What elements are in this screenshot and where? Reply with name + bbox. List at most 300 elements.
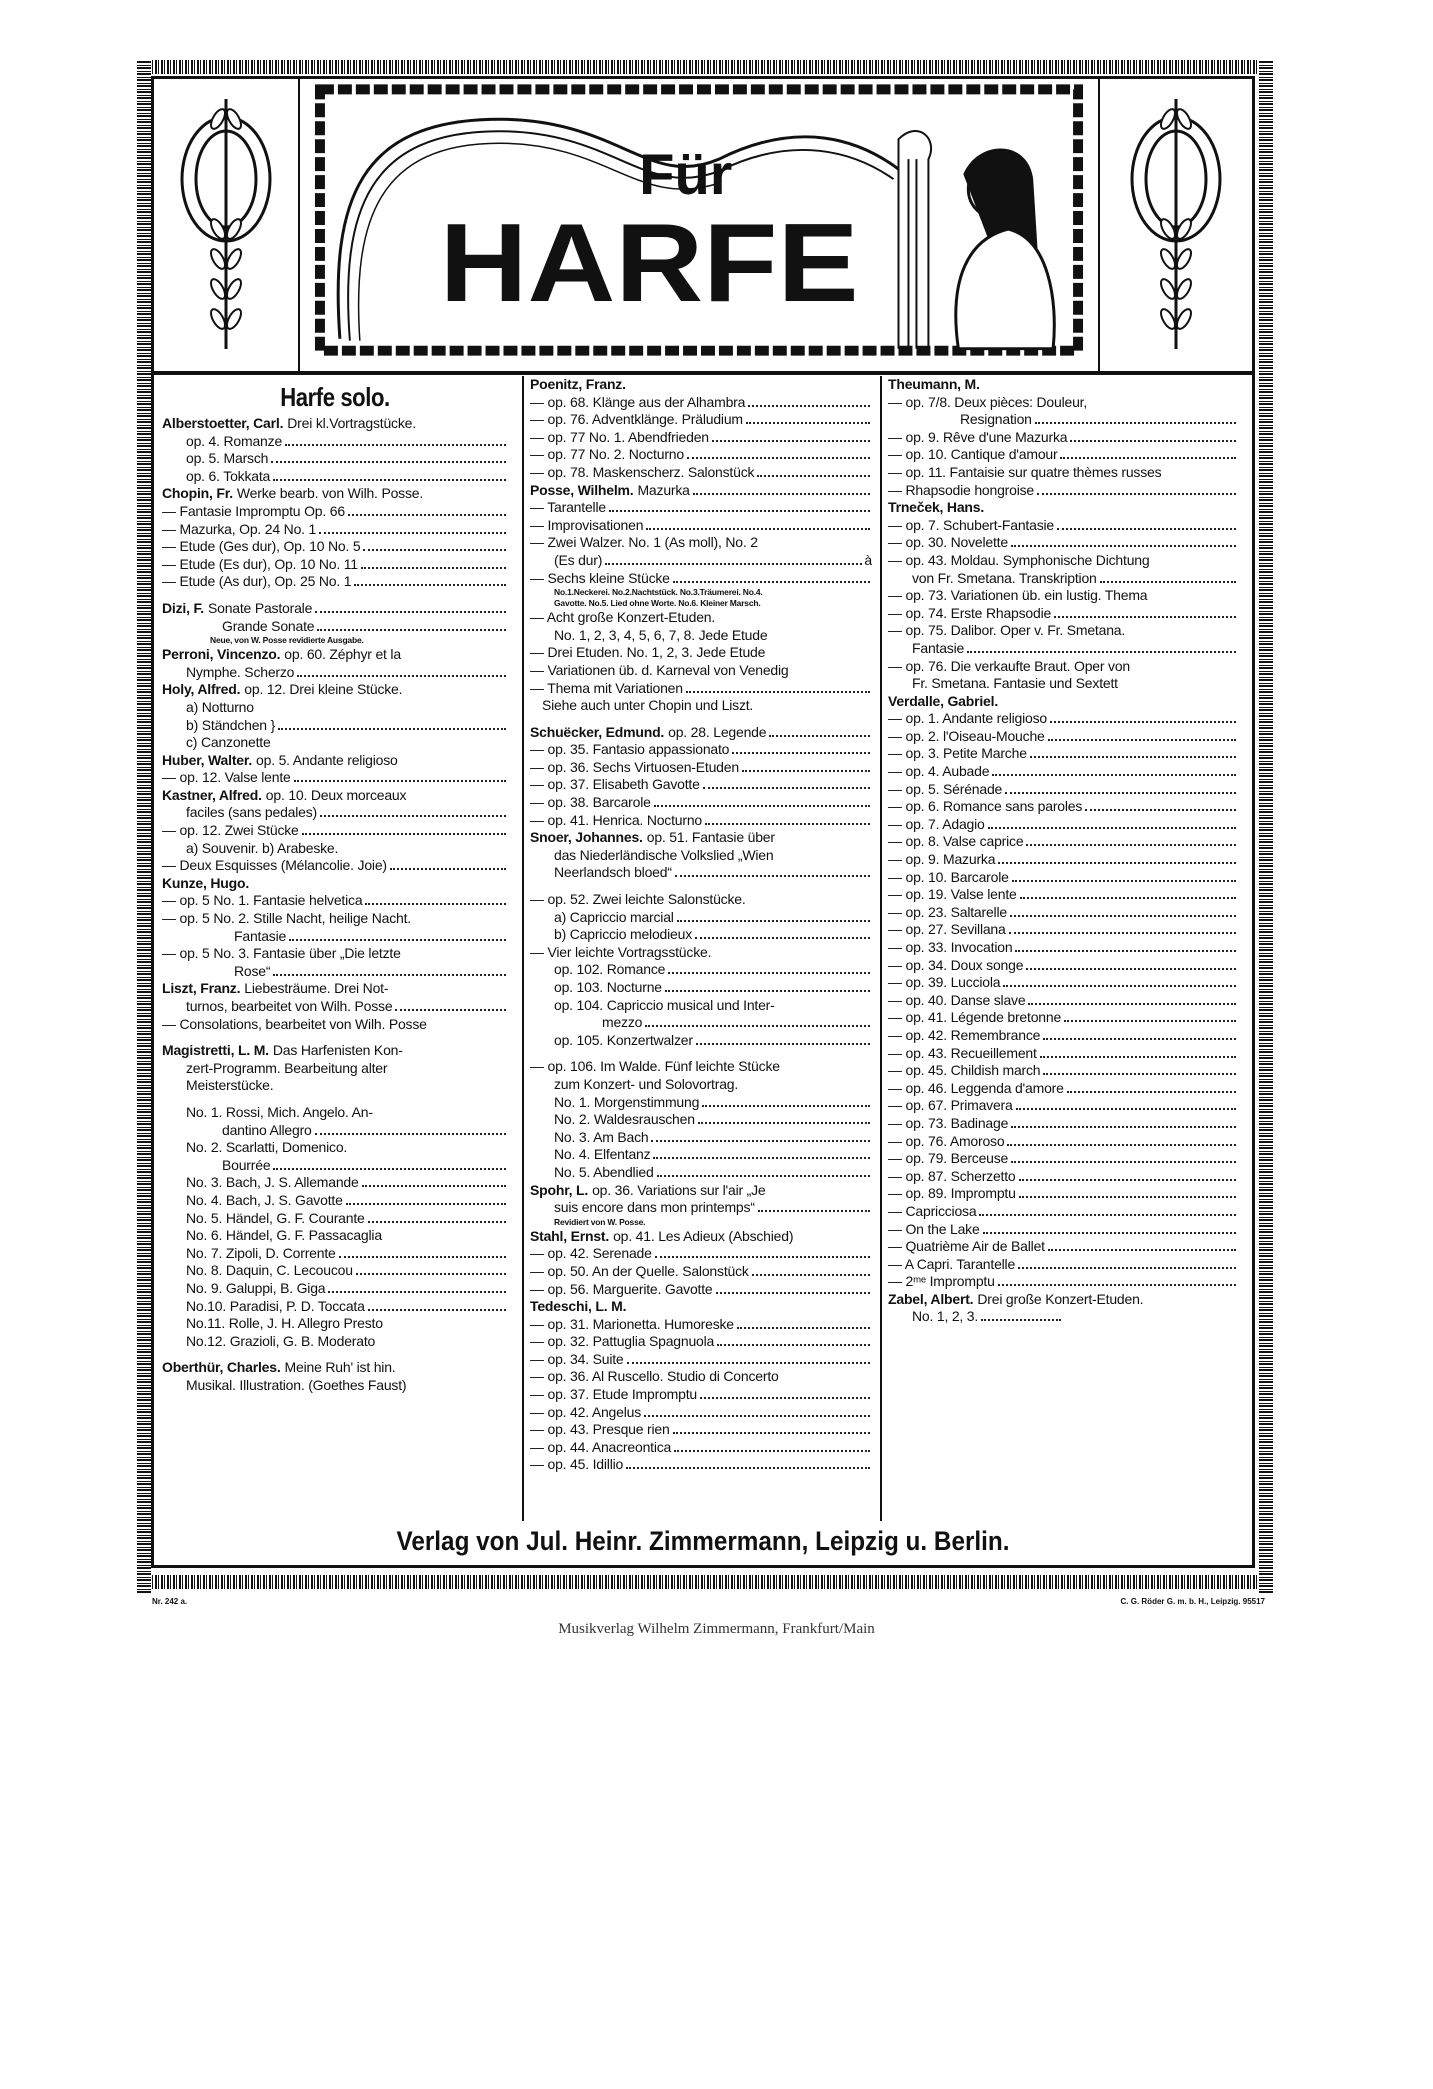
catalog-line: [162, 804, 508, 822]
catalog-line: [162, 433, 508, 451]
catalog-line: [530, 1129, 872, 1147]
price-marker: à: [864, 551, 872, 568]
catalog-line: [888, 552, 1238, 570]
dot-leader: [742, 770, 870, 772]
dot-leader: [1011, 1161, 1236, 1163]
catalog-line: [530, 1263, 872, 1281]
catalog-line: [530, 909, 872, 927]
dot-leader: [297, 675, 506, 677]
entry-text: — Etude (As dur), Op. 25 No. 1: [162, 573, 352, 590]
entry-text: Drei große Konzert-Etuden.: [977, 1290, 1144, 1307]
dot-leader: [677, 920, 870, 922]
dot-leader: [317, 629, 506, 631]
catalog-line: [162, 840, 508, 858]
catalog-line: [162, 450, 508, 468]
dot-leader: [737, 1327, 870, 1329]
entry-text: — op. 42. Angelus: [530, 1403, 642, 1420]
dot-leader: [645, 1025, 870, 1027]
entry-text: b) Ständchen }: [186, 716, 276, 733]
entry-text: zert-Programm. Bearbeitung alter: [186, 1059, 388, 1076]
dot-leader: [1012, 880, 1236, 882]
catalog-line: [162, 1377, 508, 1395]
archive-credit: Musikverlag Wilhelm Zimmermann, Frankfurt/Main: [558, 1621, 875, 1637]
catalog-line: [162, 892, 508, 910]
entry-text: No.12. Grazioli, G. B. Moderato: [186, 1332, 376, 1349]
catalog-line: [162, 945, 508, 963]
entry-text: — op. 67. Primavera: [888, 1097, 1013, 1114]
entry-text: a) Capriccio marcial: [554, 908, 674, 925]
catalog-line: [162, 963, 508, 981]
composer-name: Magistretti, L. M.: [162, 1042, 269, 1059]
entry-text: No. 3. Bach, J. S. Allemande: [186, 1174, 359, 1191]
dot-leader: [278, 728, 506, 730]
catalog-line: [888, 1256, 1238, 1274]
title-header: [154, 79, 1252, 375]
catalog-line: [888, 587, 1238, 605]
dot-leader: [769, 735, 870, 737]
catalog-line: [162, 556, 508, 574]
composer-name: Chopin, Fr.: [162, 485, 233, 502]
dot-leader: [346, 1203, 506, 1205]
entry-text: No.10. Paradisi, P. D. Toccata: [186, 1297, 365, 1314]
entry-text: — op. 6. Romance sans paroles: [888, 798, 1083, 815]
entry-text: No. 2. Scarlatti, Domenico.: [186, 1139, 348, 1156]
entry-text: Nymphe. Scherzo: [186, 663, 295, 680]
dot-leader: [626, 1467, 870, 1469]
dot-leader: [1019, 1179, 1236, 1181]
catalog-line: [162, 503, 508, 521]
dot-leader: [1060, 457, 1236, 459]
catalog-line: [162, 664, 508, 682]
entry-text: — Deux Esquisses (Mélancolie. Joie): [162, 857, 387, 874]
dot-leader: [1067, 1091, 1236, 1093]
catalog-line: [530, 680, 872, 698]
catalog-line: [530, 587, 872, 598]
entry-text: — Mazurka, Op. 24 No. 1: [162, 520, 317, 537]
dot-leader: [757, 475, 870, 477]
spacer: [162, 1033, 508, 1042]
catalog-line: [162, 910, 508, 928]
entry-text: No. 1. Morgenstimmung: [554, 1093, 700, 1110]
catalog-line: [888, 517, 1238, 535]
dot-leader: [717, 1344, 870, 1346]
catalog-line: [888, 1045, 1238, 1063]
catalog-line: [888, 1115, 1238, 1133]
catalog-line: [888, 974, 1238, 992]
dot-leader: [651, 1140, 870, 1142]
catalog-line: [162, 1280, 508, 1298]
title-illustration: [300, 79, 1098, 371]
dot-leader: [1040, 1056, 1236, 1058]
laurel-wreath-right: [1098, 79, 1252, 371]
catalog-line: [888, 429, 1238, 447]
dot-leader: [992, 774, 1236, 776]
composer-name: Oberthür, Charles.: [162, 1359, 281, 1376]
entry-text: — op. 42. Remembrance: [888, 1026, 1041, 1043]
entry-text: — op. 38. Barcarole: [530, 794, 651, 811]
entry-text: — Etude (Ges dur), Op. 10 No. 5: [162, 538, 361, 555]
dot-leader: [988, 827, 1236, 829]
catalog-line: [530, 1217, 872, 1228]
dot-leader: [1100, 581, 1236, 583]
catalog-line: [530, 1421, 872, 1439]
laurel-icon: [154, 79, 298, 371]
dot-leader: [668, 972, 870, 974]
dot-leader: [627, 1362, 870, 1364]
entry-text: op. 104. Capriccio musical und Inter-: [554, 996, 775, 1013]
catalog-line: [888, 992, 1238, 1010]
dot-leader: [1003, 985, 1236, 987]
catalog-line: [530, 794, 872, 812]
composer-entry: [162, 787, 508, 805]
composer-entry: [162, 1042, 508, 1060]
entry-text: — op. 11. Fantaisie sur quatre thèmes russes: [888, 463, 1162, 480]
dot-leader: [605, 563, 862, 565]
catalog-line: [888, 1238, 1238, 1256]
dot-leader: [998, 862, 1236, 864]
entry-text: — op. 31. Marionetta. Humoreske: [530, 1315, 734, 1332]
catalog-line: [530, 609, 872, 627]
catalog-line: [530, 1316, 872, 1334]
entry-text: — op. 56. Marguerite. Gavotte: [530, 1280, 713, 1297]
catalog-line: [162, 1245, 508, 1263]
entry-text: — Rhapsodie hongroise: [888, 481, 1035, 498]
composer-entry: [888, 1291, 1238, 1309]
entry-text: op. 60. Zéphyr et la: [284, 646, 401, 663]
dot-leader: [695, 937, 870, 939]
dot-leader: [1028, 1003, 1236, 1005]
entry-text: Gavotte. No.5. Lied ohne Worte. No.6. Kleiner Marsch.: [554, 598, 761, 609]
catalog-line: [530, 1146, 872, 1164]
composer-name: Holy, Alfred.: [162, 681, 241, 698]
dot-leader: [673, 581, 870, 583]
entry-text: — op. 41. Légende bretonne: [888, 1009, 1062, 1026]
entry-text: — op. 46. Leggenda d'amore: [888, 1079, 1064, 1096]
catalog-line: [530, 464, 872, 482]
entry-text: — A Capri. Tarantelle: [888, 1255, 1016, 1272]
entry-text: — op. 77 No. 2. Nocturno: [530, 446, 684, 463]
composer-entry: [162, 646, 508, 664]
composer-entry: [162, 1359, 508, 1377]
catalog-line: [888, 1080, 1238, 1098]
entry-text: — op. 77 No. 1. Abendfrieden: [530, 428, 709, 445]
entry-text: — op. 8. Valse caprice: [888, 833, 1024, 850]
catalog-line: [888, 816, 1238, 834]
catalog-line: [530, 1439, 872, 1457]
dot-leader: [1064, 1020, 1236, 1022]
catalog-line: [162, 1333, 508, 1351]
catalog-line: [530, 499, 872, 517]
entry-text: turnos, bearbeitet von Wilh. Posse: [186, 998, 393, 1014]
catalog-line: [530, 891, 872, 909]
entry-text: — op. 1. Andante religioso: [888, 710, 1048, 727]
catalog-line: [530, 1245, 872, 1263]
catalog-line: [888, 745, 1238, 763]
entry-text: — op. 33. Invocation: [888, 939, 1013, 955]
dot-leader: [1050, 721, 1236, 723]
catalog-line: [888, 763, 1238, 781]
catalog-line: [530, 847, 872, 865]
entry-text: No. 3. Am Bach: [554, 1128, 649, 1145]
composer-name: Spohr, L.: [530, 1181, 589, 1198]
entry-text: suis encore dans mon printemps“: [554, 1199, 755, 1216]
entry-text: — op. 4. Aubade: [888, 763, 990, 780]
dot-leader: [1018, 1267, 1236, 1269]
dot-leader: [356, 1273, 506, 1275]
entry-text: — op. 73. Badinage: [888, 1114, 1009, 1131]
entry-text: — op. 32. Pattuglia Spagnuola: [530, 1333, 715, 1350]
entry-text: Sonate Pastorale: [207, 599, 313, 616]
catalog-line: [888, 957, 1238, 975]
border-strip-bottom: [137, 1575, 1273, 1589]
entry-text: Siehe auch unter Chopin und Liszt.: [542, 697, 754, 714]
catalog-line: [162, 468, 508, 486]
catalog-line: [530, 1111, 872, 1129]
entry-text: op. 102. Romance: [554, 961, 666, 978]
entry-text: faciles (sans pedales): [186, 804, 317, 821]
catalog-line: [162, 1077, 508, 1095]
catalog-line: [530, 394, 872, 412]
dot-leader: [674, 1450, 870, 1452]
catalog-line: [162, 1210, 508, 1228]
section-heading: [188, 379, 482, 415]
dot-leader: [981, 1319, 1061, 1321]
entry-text: — op. 39. Lucciola: [888, 974, 1001, 991]
entry-text: — op. 43. Moldau. Symphonische Dichtung: [888, 551, 1150, 568]
spacer: [162, 1350, 508, 1359]
catalog-line: [530, 1281, 872, 1299]
entry-text: — op. 43. Recueillement: [888, 1044, 1037, 1061]
entry-text: No. 4. Elfentanz: [554, 1146, 651, 1163]
dot-leader: [289, 939, 506, 941]
catalog-line: [888, 1009, 1238, 1027]
entry-text: No. 4. Bach, J. S. Gavotte: [186, 1191, 343, 1208]
dot-leader: [294, 780, 506, 782]
entry-text: No. 1, 2, 3, 4, 5, 6, 7, 8. Jede Etude: [554, 626, 768, 643]
dot-leader: [1043, 1073, 1236, 1075]
dot-leader: [395, 1009, 506, 1011]
catalog-line: [530, 944, 872, 962]
catalog-line: [162, 1016, 508, 1034]
catalog-line: [162, 573, 508, 591]
border-strip-left: [137, 60, 151, 1593]
entry-text: op. 5. Andante religioso: [256, 751, 398, 768]
catalog-line: [530, 979, 872, 997]
catalog-line: [888, 939, 1238, 957]
catalog-line: [162, 521, 508, 539]
dot-leader: [1010, 915, 1236, 917]
dot-leader: [686, 691, 870, 693]
entry-text: — op. 52. Zwei leichte Salonstücke.: [530, 891, 746, 908]
entry-text: dantino Allegro: [222, 1121, 312, 1138]
catalog-line: [888, 1273, 1238, 1291]
composer-name: Dizi, F.: [162, 599, 204, 616]
entry-text: Fr. Smetana. Fantasie und Sextett: [912, 675, 1118, 692]
catalog-line: [530, 552, 872, 570]
entry-text: Resignation: [960, 411, 1032, 428]
entry-text: op. 41. Les Adieux (Abschied): [613, 1227, 794, 1244]
catalog-line: [530, 997, 872, 1015]
dot-leader: [285, 444, 506, 446]
catalog-line: [888, 728, 1238, 746]
catalog-column-1: [162, 379, 508, 1519]
composer-name: Posse, Wilhelm.: [530, 481, 634, 498]
catalog-line: [888, 1150, 1238, 1168]
catalog-line: [530, 1014, 872, 1032]
spacer: [530, 1049, 872, 1058]
composer-entry: [530, 376, 872, 394]
entry-text: — op. 5 No. 1. Fantasie helvetica: [162, 892, 363, 909]
entry-text: — On the Lake: [888, 1220, 980, 1237]
heading-text: Harfe solo.: [280, 382, 390, 412]
composer-name: Zabel, Albert.: [888, 1290, 974, 1307]
entry-text: — Consolations, bearbeitet von Wilh. Posse: [162, 1015, 427, 1032]
harp-player-illustration: [300, 79, 1098, 371]
catalog-line: [530, 1368, 872, 1386]
dot-leader: [703, 787, 870, 789]
entry-text: — op. 9. Mazurka: [888, 851, 996, 868]
entry-text: — Acht große Konzert-Etuden.: [530, 609, 716, 626]
catalog-line: [162, 1174, 508, 1192]
entry-text: — op. 37. Etude Impromptu: [530, 1386, 697, 1403]
dot-leader: [696, 1043, 870, 1045]
entry-text: No. 2. Waldesrauschen: [554, 1111, 695, 1128]
entry-text: No. 1, 2, 3.: [912, 1308, 979, 1325]
catalog-line: [888, 1168, 1238, 1186]
entry-text: zum Konzert- und Solovortrag.: [554, 1075, 739, 1092]
catalog-line: [888, 1203, 1238, 1221]
catalog-line: [530, 1333, 872, 1351]
spacer: [530, 882, 872, 891]
dot-leader: [348, 514, 506, 516]
entry-text: — Variationen üb. d. Karneval von Venedig: [530, 661, 789, 678]
dot-leader: [1048, 739, 1236, 741]
catalog-line: [162, 998, 508, 1016]
catalog-line: [162, 1227, 508, 1245]
dot-leader: [644, 1415, 870, 1417]
catalog-line: [888, 1308, 1238, 1326]
entry-text: No. 9. Galuppi, B. Giga: [186, 1279, 326, 1296]
dot-leader: [365, 903, 506, 905]
entry-text: b) Capriccio melodieux: [554, 926, 692, 943]
composer-entry: [888, 499, 1238, 517]
dot-leader: [687, 457, 870, 459]
dot-leader: [1026, 968, 1236, 970]
dot-leader: [732, 752, 870, 754]
entry-text: No. 5. Abendlied: [554, 1163, 654, 1180]
entry-text: No.1.Neckerei. No.2.Nachtstück. No.3.Träumerei. No.4.: [554, 587, 763, 598]
entry-text: das Niederländische Volkslied „Wien: [554, 846, 774, 863]
entry-text: — Drei Etuden. No. 1, 2, 3. Jede Etude: [530, 644, 766, 661]
catalog-line: [162, 1060, 508, 1078]
composer-name: Theumann, M.: [888, 376, 980, 392]
dot-leader: [390, 868, 506, 870]
entry-text: — op. 44. Anacreontica: [530, 1438, 672, 1455]
entry-text: — op. 30. Novelette: [888, 534, 1008, 551]
catalog-line: [888, 394, 1238, 412]
entry-text: — op. 42. Serenade: [530, 1245, 652, 1262]
composer-entry: [888, 693, 1238, 711]
catalog-column-2: [522, 376, 872, 1521]
dot-leader: [1016, 1108, 1236, 1110]
dot-leader: [368, 1309, 506, 1311]
entry-text: — op. 10. Cantique d'amour: [888, 446, 1058, 463]
dot-leader: [1035, 422, 1236, 424]
catalog-line: [888, 1097, 1238, 1115]
catalog-line: [162, 717, 508, 735]
catalog-line: [162, 1315, 508, 1333]
dot-leader: [1085, 809, 1236, 811]
catalog-line: [888, 798, 1238, 816]
entry-text: No. 1. Rossi, Mich. Angelo. An-: [186, 1103, 373, 1120]
dot-leader: [675, 875, 870, 877]
dot-leader: [646, 528, 870, 530]
entry-text: — op. 78. Maskenscherz. Salonstück: [530, 463, 755, 480]
entry-text: Werke bearb. von Wilh. Posse.: [236, 485, 424, 502]
entry-text: — op. 12. Zwei Stücke: [162, 822, 299, 839]
composer-entry: [162, 752, 508, 770]
catalog-line: [888, 833, 1238, 851]
entry-text: — op. 7. Adagio: [888, 815, 985, 832]
entry-text: — op. 37. Elisabeth Gavotte: [530, 776, 700, 793]
catalog-line: [530, 662, 872, 680]
entry-text: — Thema mit Variationen: [530, 679, 683, 696]
catalog-line: [530, 1456, 872, 1474]
entry-text: — op. 36. Al Ruscello. Studio di Concerto: [530, 1368, 779, 1385]
dot-leader: [361, 567, 506, 569]
entry-text: Fantasie: [234, 927, 287, 944]
entry-text: — op. 106. Im Walde. Fünf leichte Stücke: [530, 1058, 780, 1075]
dot-leader: [368, 1221, 506, 1223]
catalog-line: [888, 640, 1238, 658]
entry-text: — op. 68. Klänge aus der Alhambra: [530, 393, 746, 410]
entry-text: — Improvisationen: [530, 516, 644, 533]
entry-text: op. 28. Legende: [668, 723, 767, 740]
catalog-line: [888, 851, 1238, 869]
catalog-line: [888, 622, 1238, 640]
catalog-line: [530, 926, 872, 944]
dot-leader: [1026, 844, 1236, 846]
composer-name: Trneček, Hans.: [888, 499, 985, 516]
entry-text: op. 103. Nocturne: [554, 979, 662, 995]
dot-leader: [1015, 950, 1236, 952]
dot-leader: [1009, 932, 1236, 934]
title-fur: Für: [639, 143, 733, 208]
title-harfe: HARFE: [439, 199, 859, 325]
dot-leader: [983, 1232, 1236, 1234]
dot-leader: [716, 1292, 870, 1294]
entry-text: von Fr. Smetana. Transkription: [912, 569, 1097, 586]
composer-entry: [162, 980, 508, 998]
dot-leader: [271, 461, 506, 463]
catalog-line: [530, 864, 872, 882]
catalog-line: [530, 1386, 872, 1404]
catalog-line: [530, 570, 872, 588]
entry-text: — op. 87. Scherzetto: [888, 1167, 1016, 1184]
dot-leader: [1005, 792, 1236, 794]
dot-leader: [1007, 1144, 1236, 1146]
dot-leader: [979, 1214, 1236, 1216]
entry-text: — op. 76. Amoroso: [888, 1132, 1005, 1149]
dot-leader: [654, 805, 870, 807]
catalog-column-3: [880, 376, 1238, 1521]
dot-leader: [1057, 528, 1236, 530]
dot-leader: [1011, 545, 1236, 547]
catalog-line: [888, 1062, 1238, 1080]
dot-leader: [1048, 1249, 1236, 1251]
catalog-line: [888, 869, 1238, 887]
publisher-line: Verlag von Jul. Heinr. Zimmermann, Leipzig u. Berlin.: [396, 1526, 1010, 1556]
